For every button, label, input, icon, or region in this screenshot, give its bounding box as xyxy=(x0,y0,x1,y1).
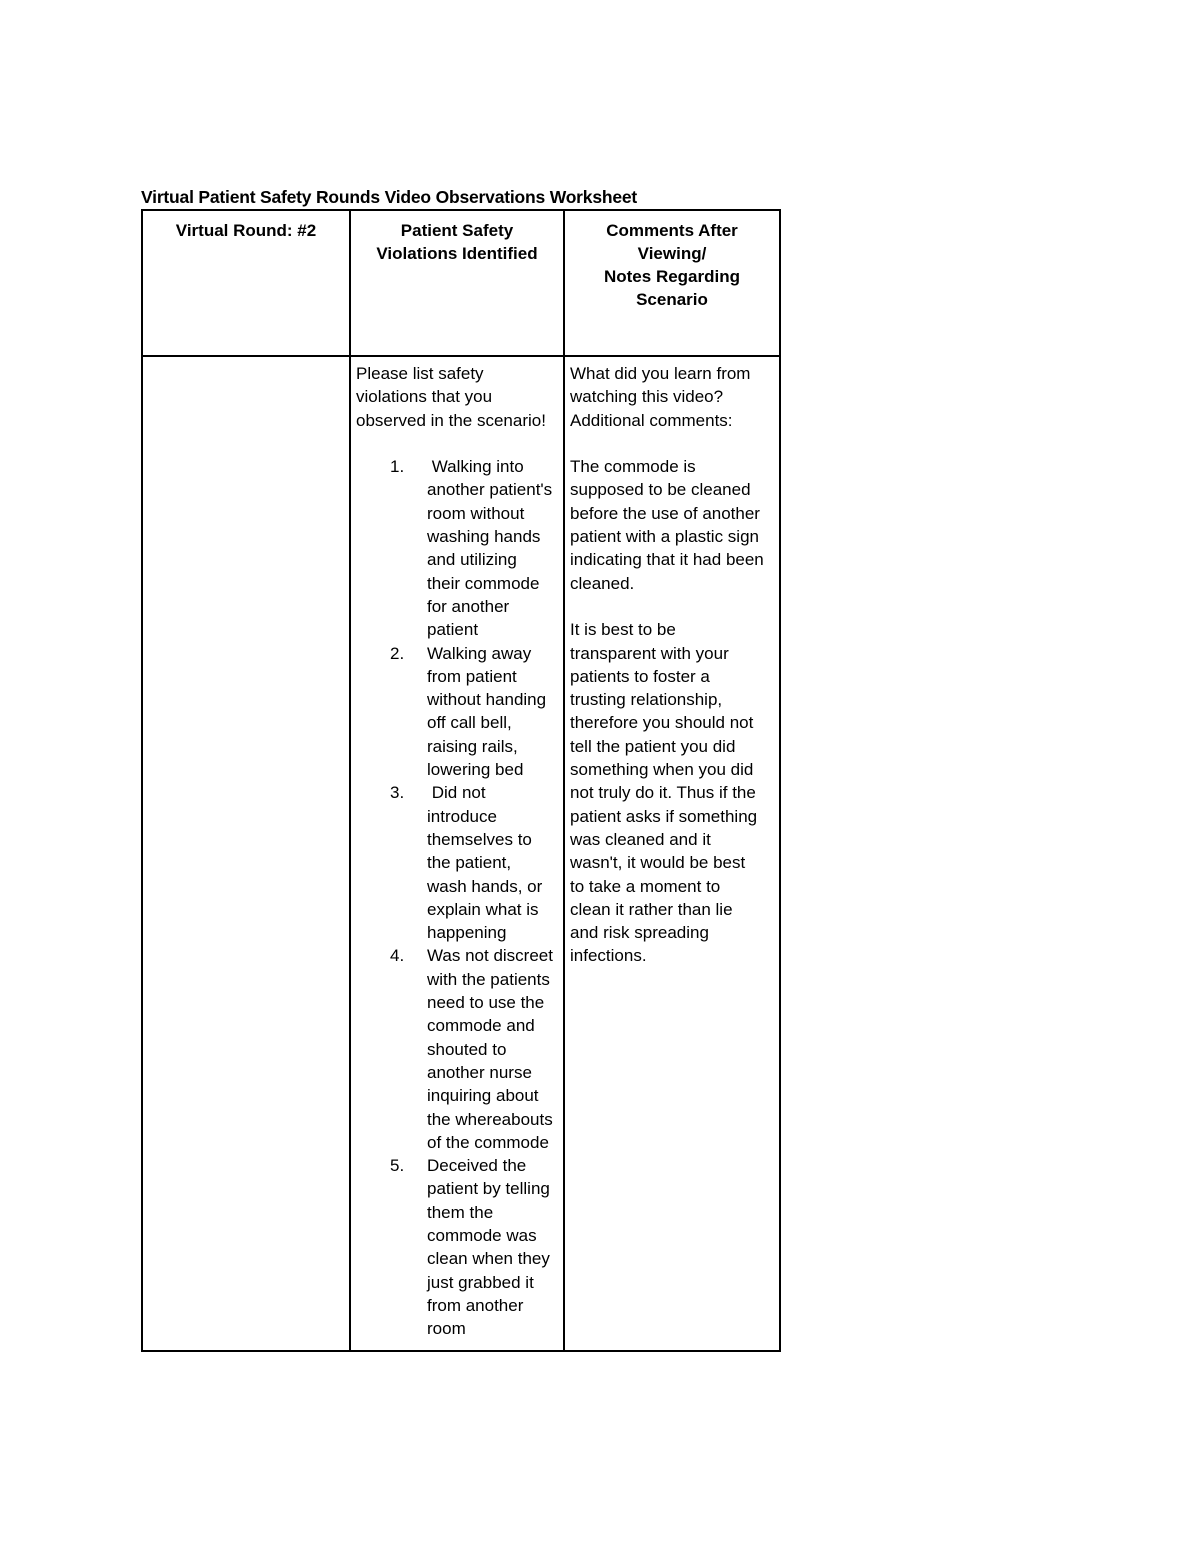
comment-line: It is best to be xyxy=(570,620,676,640)
comment-line: was cleaned and it xyxy=(570,829,711,849)
comment-line: indicating that it had been xyxy=(570,550,764,570)
item-line: room xyxy=(427,1319,466,1339)
item-line: Did not xyxy=(427,783,486,803)
spacer xyxy=(570,595,776,618)
item-line: lowering bed xyxy=(427,760,524,780)
item-line: clean when they xyxy=(427,1249,550,1269)
worksheet-title: Virtual Patient Safety Rounds Video Observations Worksheet xyxy=(141,187,638,207)
item-line: another patient's xyxy=(427,480,553,500)
comment-line: clean it rather than lie xyxy=(570,899,733,919)
item-line: another nurse xyxy=(427,1062,532,1082)
comment-line: transparent with your xyxy=(570,643,729,663)
worksheet-table xyxy=(141,209,781,1352)
comment-line: tell the patient you did xyxy=(570,736,736,756)
list-item xyxy=(356,1154,560,1340)
intro-line: Please list safety xyxy=(356,364,484,383)
virtual-round-cell xyxy=(142,356,350,1351)
header-line: Comments After xyxy=(606,221,738,240)
item-line: Walking away xyxy=(427,643,532,663)
comment-line: and risk spreading xyxy=(570,923,709,943)
item-number: 4. xyxy=(390,946,405,966)
item-number: 3. xyxy=(390,783,405,803)
item-line: patient by telling xyxy=(427,1179,550,1199)
header-virtual-round xyxy=(142,210,350,356)
item-line: explain what is xyxy=(427,899,539,919)
item-number: 2. xyxy=(390,643,405,663)
item-line: for another xyxy=(427,596,510,616)
item-line: patient xyxy=(427,620,479,640)
item-line: need to use the xyxy=(427,993,545,1013)
header-violations xyxy=(350,210,564,356)
comment-line: patient with a plastic sign xyxy=(570,527,759,547)
comment-line: cleaned. xyxy=(570,573,635,593)
item-line: inquiring about xyxy=(427,1086,539,1106)
comment-line: not truly do it. Thus if the xyxy=(570,783,756,803)
item-line: with the patients xyxy=(427,969,550,989)
item-line: shouted to xyxy=(427,1039,507,1059)
item-line: their commode xyxy=(427,573,540,593)
item-line: Was not discreet xyxy=(427,946,553,966)
item-line: of the commode xyxy=(427,1132,549,1152)
item-line: without handing xyxy=(427,690,547,710)
comment-line: The commode is xyxy=(570,457,696,477)
header-line: Scenario xyxy=(636,290,708,309)
header-line: Violations Identified xyxy=(376,244,538,263)
item-number: 5. xyxy=(390,1156,405,1176)
item-line: commode was xyxy=(427,1225,537,1245)
comments-cell xyxy=(564,356,780,1351)
item-line: the whereabouts xyxy=(427,1109,553,1129)
prompt-line: What did you learn from xyxy=(570,364,751,383)
item-line: them the xyxy=(427,1202,494,1222)
list-item xyxy=(356,781,560,944)
comment-line: something when you did xyxy=(570,760,754,780)
item-line: Walking into xyxy=(427,457,524,477)
item-line: room without xyxy=(427,503,525,523)
header-row xyxy=(142,210,780,356)
comment-line: patients to foster a xyxy=(570,666,710,686)
comment-line: infections. xyxy=(570,946,647,966)
comment-line: trusting relationship, xyxy=(570,690,723,710)
item-line: and utilizing xyxy=(427,550,517,570)
comment-line: wasn't, it would be best xyxy=(570,853,746,873)
item-line: commode and xyxy=(427,1016,535,1036)
intro-line: violations that you xyxy=(356,387,493,407)
item-line: wash hands, or xyxy=(427,876,543,896)
intro-line: observed in the scenario! xyxy=(356,410,546,430)
body-row xyxy=(142,356,780,1351)
violations-cell xyxy=(350,356,564,1351)
item-line: washing hands xyxy=(427,527,541,547)
item-line: from another xyxy=(427,1295,524,1315)
item-line: from patient xyxy=(427,666,517,686)
list-item xyxy=(356,944,560,1154)
spacer xyxy=(570,432,776,455)
comment-line: patient asks if something xyxy=(570,806,758,826)
header-line: Virtual Round: #2 xyxy=(175,221,317,240)
header-line: Viewing/ xyxy=(637,244,707,263)
header-line: Patient Safety xyxy=(400,221,514,240)
item-line: raising rails, xyxy=(427,736,518,756)
comment-line: supposed to be cleaned xyxy=(570,480,751,500)
comment-line: before the use of another xyxy=(570,503,760,523)
spacer xyxy=(356,432,560,455)
header-comments xyxy=(564,210,780,356)
item-line: themselves to xyxy=(427,829,532,849)
prompt-line: watching this video? xyxy=(570,387,724,407)
list-item xyxy=(356,642,560,782)
item-line: happening xyxy=(427,923,507,943)
item-line: Deceived the xyxy=(427,1156,527,1176)
item-number: 1. xyxy=(390,457,405,477)
item-line: introduce xyxy=(427,806,497,826)
violations-list xyxy=(356,455,560,1340)
list-item xyxy=(356,455,560,641)
item-line: just grabbed it xyxy=(427,1272,534,1292)
item-line: the patient, xyxy=(427,853,512,873)
comment-line: therefore you should not xyxy=(570,713,754,733)
comment-line: to take a moment to xyxy=(570,876,721,896)
header-line: Notes Regarding xyxy=(603,267,741,286)
item-line: off call bell, xyxy=(427,713,512,733)
prompt-line: Additional comments: xyxy=(570,410,733,430)
